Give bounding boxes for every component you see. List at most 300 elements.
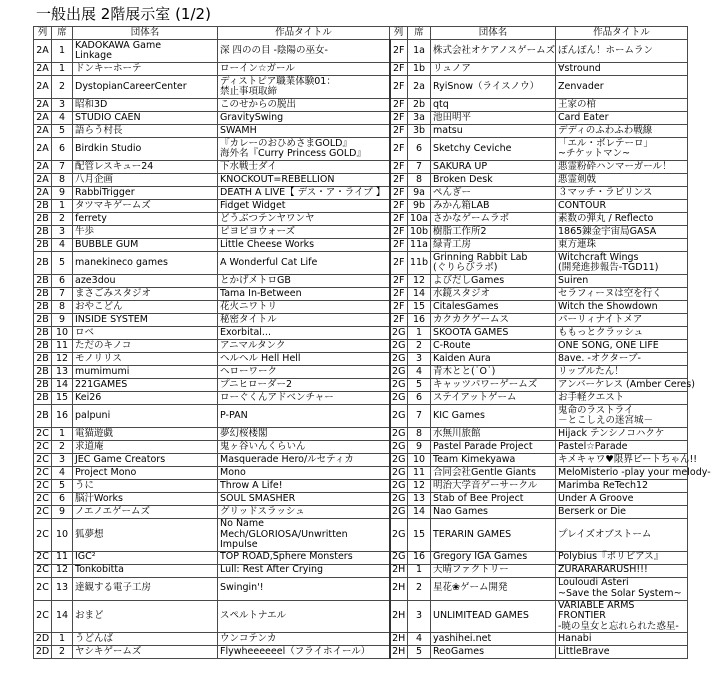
table-row	[34, 366, 688, 379]
cell-group-left: うに	[73, 480, 218, 493]
cell-row-left: 2A	[34, 138, 52, 161]
table-row	[34, 301, 688, 314]
cell-row-right: 2F	[390, 76, 408, 99]
table-row	[34, 314, 688, 327]
cell-group-left: palpuni	[73, 405, 218, 428]
cell-group-right: 株式会社オケアノスゲームズ	[431, 40, 556, 63]
cell-group-right: さかなゲームラボ	[431, 213, 556, 226]
cell-group-right: Broken Desk	[431, 174, 556, 187]
cell-seat-right: 9a	[408, 187, 431, 200]
cell-row-right: 2F	[390, 40, 408, 63]
cell-seat-left: 6	[52, 275, 73, 288]
col-header-title-left: 作品タイトル	[218, 27, 390, 40]
cell-row-left: 2B	[34, 301, 52, 314]
cell-group-right: Pastel Parade Project	[431, 441, 556, 454]
cell-row-left: 2B	[34, 200, 52, 213]
cell-seat-left: 1	[52, 633, 73, 646]
cell-group-left: Project Mono	[73, 467, 218, 480]
cell-group-left: 牛歩	[73, 226, 218, 239]
cell-seat-right: 11	[408, 467, 431, 480]
table-row	[34, 187, 688, 200]
cell-group-right: C-Route	[431, 340, 556, 353]
cell-seat-right: 1	[408, 564, 431, 577]
cell-group-left: 狐夢想	[73, 519, 218, 552]
cell-row-right: 2F	[390, 138, 408, 161]
cell-seat-right: 6	[408, 392, 431, 405]
table-row	[34, 519, 688, 552]
cell-group-left: うどんば	[73, 633, 218, 646]
cell-seat-right: 5	[408, 646, 431, 659]
cell-title-right: MeloMisterio -play your melody-	[556, 467, 688, 480]
cell-group-left: まさごみスタジオ	[73, 288, 218, 301]
cell-group-right: 合同会社Gentle Giants	[431, 467, 556, 480]
cell-title-right: VARIABLE ARMS FRONTIER -暁の皇女と忘れられた惑星-	[556, 600, 688, 633]
cell-title-right: CONTOUR	[556, 200, 688, 213]
table-row	[34, 493, 688, 506]
cell-row-left: 2C	[34, 506, 52, 519]
cell-seat-left: 9	[52, 506, 73, 519]
cell-row-left: 2C	[34, 551, 52, 564]
cell-row-right: 2G	[390, 340, 408, 353]
cell-group-right: ReoGames	[431, 646, 556, 659]
cell-seat-left: 10	[52, 327, 73, 340]
cell-row-left: 2B	[34, 327, 52, 340]
cell-row-right: 2F	[390, 239, 408, 252]
cell-group-left: おまど	[73, 600, 218, 633]
cell-seat-right: 5	[408, 379, 431, 392]
cell-seat-left: 1	[52, 63, 73, 76]
cell-seat-left: 8	[52, 174, 73, 187]
cell-title-right: ZURARARARUSH!!!	[556, 564, 688, 577]
cell-title-right: 悪霊粉砕ハンマーガール！	[556, 161, 688, 174]
cell-title-left: SOUL SMASHER	[218, 493, 390, 506]
table-row	[34, 441, 688, 454]
cell-seat-left: 1	[52, 40, 73, 63]
cell-title-left: Lull: Rest After Crying	[218, 564, 390, 577]
cell-title-left: DEATH A LIVE【 デス・ア・ライブ 】	[218, 187, 390, 200]
table-header-row	[34, 27, 688, 40]
cell-seat-left: 6	[52, 138, 73, 161]
cell-seat-left: 12	[52, 353, 73, 366]
cell-row-left: 2B	[34, 239, 52, 252]
cell-group-left: DystopianCareerCenter	[73, 76, 218, 99]
table-row	[34, 551, 688, 564]
cell-group-right: Nao Games	[431, 506, 556, 519]
table-row	[34, 40, 688, 63]
cell-group-right: リュノア	[431, 63, 556, 76]
col-header-title-right: 作品タイトル	[556, 27, 688, 40]
cell-title-left: 鬼ヶ谷いんくらいん	[218, 441, 390, 454]
cell-row-left: 2D	[34, 646, 52, 659]
table-row	[34, 564, 688, 577]
cell-title-right: Berserk or Die	[556, 506, 688, 519]
cell-group-left: 求道庵	[73, 441, 218, 454]
cell-row-left: 2D	[34, 633, 52, 646]
cell-row-right: 2G	[390, 428, 408, 441]
table-row	[34, 174, 688, 187]
cell-group-right: 池田明平	[431, 112, 556, 125]
cell-title-right: 悪霊剣戟	[556, 174, 688, 187]
col-header-group-right: 団体名	[431, 27, 556, 40]
cell-seat-right: 14	[408, 506, 431, 519]
cell-title-left: 花火ニワトリ	[218, 301, 390, 314]
cell-row-left: 2B	[34, 392, 52, 405]
cell-row-right: 2G	[390, 379, 408, 392]
cell-title-left: どうぶつテンヤワンヤ	[218, 213, 390, 226]
cell-seat-right: 12	[408, 275, 431, 288]
cell-group-right: ぺんぎー	[431, 187, 556, 200]
cell-title-left: KNOCKOUT=REBELLION	[218, 174, 390, 187]
cell-group-right: TERARIN GAMES	[431, 519, 556, 552]
cell-title-left: Little Cheese Works	[218, 239, 390, 252]
cell-seat-left: 5	[52, 480, 73, 493]
cell-group-right: Team Kimekyawa	[431, 454, 556, 467]
cell-row-right: 2F	[390, 161, 408, 174]
page-title: 一般出展 2階展示室 (1/2)	[36, 5, 211, 23]
cell-title-right: アンバーケレス (Amber Ceres)	[556, 379, 688, 392]
cell-seat-right: 11a	[408, 239, 431, 252]
cell-seat-right: 15	[408, 519, 431, 552]
cell-row-left: 2A	[34, 63, 52, 76]
table-row	[34, 63, 688, 76]
cell-seat-right: 10b	[408, 226, 431, 239]
cell-title-right: リップルたん！	[556, 366, 688, 379]
cell-title-left: このせからの脱出	[218, 99, 390, 112]
cell-title-right: Witch the Showdown	[556, 301, 688, 314]
cell-group-left: mumimumi	[73, 366, 218, 379]
cell-seat-right: 3	[408, 600, 431, 633]
cell-seat-left: 10	[52, 519, 73, 552]
cell-row-right: 2F	[390, 63, 408, 76]
cell-row-left: 2C	[34, 577, 52, 600]
cell-row-right: 2F	[390, 314, 408, 327]
cell-group-left: aze3dou	[73, 275, 218, 288]
cell-group-left: INSIDE SYSTEM	[73, 314, 218, 327]
cell-title-left: GravitySwing	[218, 112, 390, 125]
table-row	[34, 392, 688, 405]
cell-group-left: Kei26	[73, 392, 218, 405]
cell-group-right: SAKURA UP	[431, 161, 556, 174]
cell-title-left: P-PAN	[218, 405, 390, 428]
cell-title-left: Masquerade Hero/ルセティカ	[218, 454, 390, 467]
cell-row-left: 2C	[34, 493, 52, 506]
cell-seat-right: 3a	[408, 112, 431, 125]
cell-seat-left: 6	[52, 493, 73, 506]
cell-seat-right: 10a	[408, 213, 431, 226]
cell-title-right: ONE SONG, ONE LIFE	[556, 340, 688, 353]
cell-row-left: 2C	[34, 564, 52, 577]
cell-group-left: 八月企画	[73, 174, 218, 187]
cell-seat-left: 3	[52, 454, 73, 467]
cell-row-left: 2C	[34, 454, 52, 467]
table-row	[34, 340, 688, 353]
table-row	[34, 288, 688, 301]
cell-seat-right: 12	[408, 480, 431, 493]
cell-group-right: SKOOTA GAMES	[431, 327, 556, 340]
cell-group-right: Gregory IGA Games	[431, 551, 556, 564]
cell-seat-left: 2	[52, 646, 73, 659]
cell-title-right: セラフィーヌは空を行く	[556, 288, 688, 301]
cell-row-right: 2F	[390, 174, 408, 187]
cell-title-left: アニマルタンク	[218, 340, 390, 353]
table-row	[34, 99, 688, 112]
cell-row-right: 2G	[390, 551, 408, 564]
table-row	[34, 506, 688, 519]
cell-row-left: 2A	[34, 99, 52, 112]
cell-row-left: 2A	[34, 125, 52, 138]
cell-row-right: 2H	[390, 646, 408, 659]
cell-title-right: Hanabi	[556, 633, 688, 646]
cell-title-right: Card Eater	[556, 112, 688, 125]
cell-title-left: SWAMH	[218, 125, 390, 138]
cell-title-left: 夢幻桜楼閣	[218, 428, 390, 441]
cell-group-right: KIC Games	[431, 405, 556, 428]
table-row	[34, 379, 688, 392]
cell-title-right: プレイズオブストーム	[556, 519, 688, 552]
cell-group-right: Sketchy Ceviche	[431, 138, 556, 161]
cell-row-left: 2B	[34, 226, 52, 239]
cell-row-right: 2G	[390, 480, 408, 493]
cell-group-right: 水鏡スタジオ	[431, 288, 556, 301]
cell-group-left: JEC Game Creators	[73, 454, 218, 467]
cell-group-left: KADOKAWA Game Linkage	[73, 40, 218, 63]
cell-title-left: ヘルヘル Hell Hell	[218, 353, 390, 366]
table-row	[34, 327, 688, 340]
cell-seat-right: 9	[408, 441, 431, 454]
cell-seat-right: 4	[408, 633, 431, 646]
cell-row-left: 2B	[34, 213, 52, 226]
table-row	[34, 646, 688, 659]
cell-group-left: 221GAMES	[73, 379, 218, 392]
cell-seat-left: 9	[52, 314, 73, 327]
cell-row-right: 2G	[390, 441, 408, 454]
cell-seat-left: 12	[52, 564, 73, 577]
cell-row-left: 2A	[34, 161, 52, 174]
table-row	[34, 467, 688, 480]
cell-group-left: ノエノエゲームズ	[73, 506, 218, 519]
cell-seat-right: 15	[408, 301, 431, 314]
cell-title-right: ぽんぽん！ホームラン	[556, 40, 688, 63]
col-header-seat-right: 席	[408, 27, 431, 40]
cell-title-left: 秘密タイトル	[218, 314, 390, 327]
cell-group-left: Birdkin Studio	[73, 138, 218, 161]
cell-seat-right: 8	[408, 174, 431, 187]
cell-title-right: Polybius『ポリビアス』	[556, 551, 688, 564]
cell-group-right: 緑青工房	[431, 239, 556, 252]
cell-group-right: ステイアットゲーム	[431, 392, 556, 405]
cell-seat-left: 5	[52, 252, 73, 275]
cell-title-right: LittleBrave	[556, 646, 688, 659]
cell-group-right: Grinning Rabbit Lab (ぐりらびラボ)	[431, 252, 556, 275]
cell-title-left: 深 四のの目 -陰陽の巫女-	[218, 40, 390, 63]
cell-seat-left: 4	[52, 467, 73, 480]
cell-seat-left: 4	[52, 112, 73, 125]
cell-group-right: 星花❀ゲーム開発	[431, 577, 556, 600]
cell-seat-right: 14	[408, 288, 431, 301]
cell-row-left: 2B	[34, 275, 52, 288]
cell-seat-right: 13	[408, 493, 431, 506]
cell-group-right: yashihei.net	[431, 633, 556, 646]
cell-group-right: 樹脂工作所2	[431, 226, 556, 239]
cell-group-left: 語らう村長	[73, 125, 218, 138]
cell-row-left: 2B	[34, 340, 52, 353]
cell-title-right: Marimba ReTech12	[556, 480, 688, 493]
cell-title-right: デディのふわふわ戦線	[556, 125, 688, 138]
cell-seat-right: 7	[408, 161, 431, 174]
cell-title-right: Under A Groove	[556, 493, 688, 506]
cell-title-left: Mono	[218, 467, 390, 480]
cell-title-left: プニヒローダー2	[218, 379, 390, 392]
cell-seat-left: 8	[52, 301, 73, 314]
col-header-group-left: 団体名	[73, 27, 218, 40]
cell-seat-left: 2	[52, 213, 73, 226]
table-row	[34, 275, 688, 288]
cell-seat-left: 3	[52, 226, 73, 239]
cell-group-right: 天晴ファクトリー	[431, 564, 556, 577]
cell-group-left: 脳汁Works	[73, 493, 218, 506]
cell-row-left: 2B	[34, 252, 52, 275]
cell-title-right: 1865錬金宇宙局GASA	[556, 226, 688, 239]
cell-row-right: 2H	[390, 633, 408, 646]
cell-title-right: Pastel☆Parade	[556, 441, 688, 454]
cell-seat-left: 1	[52, 200, 73, 213]
cell-group-right: 青木とと(˙O˙)	[431, 366, 556, 379]
cell-row-right: 2G	[390, 366, 408, 379]
cell-group-right: 水無川旅館	[431, 428, 556, 441]
cell-title-left: ピヨピヨウォーズ	[218, 226, 390, 239]
cell-group-right: Stab of Bee Project	[431, 493, 556, 506]
cell-seat-right: 2	[408, 340, 431, 353]
cell-row-left: 2C	[34, 467, 52, 480]
table-row	[34, 76, 688, 99]
cell-row-right: 2F	[390, 112, 408, 125]
cell-seat-right: 9b	[408, 200, 431, 213]
cell-group-right: matsu	[431, 125, 556, 138]
cell-title-left: Tama In-Between	[218, 288, 390, 301]
cell-group-right: CitalesGames	[431, 301, 556, 314]
cell-title-right: Suiren	[556, 275, 688, 288]
cell-seat-left: 2	[52, 76, 73, 99]
cell-seat-right: 7	[408, 405, 431, 428]
cell-seat-left: 5	[52, 125, 73, 138]
cell-seat-right: 10	[408, 454, 431, 467]
cell-seat-right: 4	[408, 366, 431, 379]
table-row	[34, 239, 688, 252]
cell-seat-left: 14	[52, 600, 73, 633]
cell-group-left: manekineco games	[73, 252, 218, 275]
cell-row-left: 2B	[34, 314, 52, 327]
cell-title-right: Louloudi Asteri ~Save the Solar System~	[556, 577, 688, 600]
table-row	[34, 633, 688, 646]
table-row	[34, 138, 688, 161]
cell-group-left: Tonkobitta	[73, 564, 218, 577]
col-header-seat-left: 席	[52, 27, 73, 40]
cell-seat-left: 11	[52, 340, 73, 353]
cell-title-right: お手軽クエスト	[556, 392, 688, 405]
cell-seat-right: 11b	[408, 252, 431, 275]
cell-row-right: 2F	[390, 125, 408, 138]
cell-row-left: 2B	[34, 288, 52, 301]
cell-group-right: よびだしGames	[431, 275, 556, 288]
table-row	[34, 405, 688, 428]
cell-title-right: ∀stround	[556, 63, 688, 76]
cell-group-right: RyiSnow（ライスノウ）	[431, 76, 556, 99]
cell-row-right: 2G	[390, 405, 408, 428]
cell-title-left: A Wonderful Cat Life	[218, 252, 390, 275]
cell-row-right: 2G	[390, 506, 408, 519]
cell-seat-left: 11	[52, 551, 73, 564]
cell-row-left: 2B	[34, 379, 52, 392]
cell-group-left: おやこどん	[73, 301, 218, 314]
cell-seat-right: 2a	[408, 76, 431, 99]
cell-title-left: ローぐくんアドベンチャー	[218, 392, 390, 405]
table-row	[34, 454, 688, 467]
cell-title-left: Throw A Life!	[218, 480, 390, 493]
cell-row-left: 2C	[34, 441, 52, 454]
cell-title-right: キメキャワ♥限界ビートちゃん!!	[556, 454, 688, 467]
cell-row-right: 2G	[390, 353, 408, 366]
cell-group-left: RabbiTrigger	[73, 187, 218, 200]
exhibitor-table	[33, 26, 711, 659]
cell-group-left: ただのキノコ	[73, 340, 218, 353]
cell-title-right: Hijack テンシノコハクケ	[556, 428, 688, 441]
cell-seat-right: 2b	[408, 99, 431, 112]
cell-title-left: ヘローワーク	[218, 366, 390, 379]
cell-seat-left: 2	[52, 441, 73, 454]
cell-row-right: 2F	[390, 200, 408, 213]
cell-seat-left: 16	[52, 405, 73, 428]
table-row	[34, 213, 688, 226]
cell-group-left: BUBBLE GUM	[73, 239, 218, 252]
cell-seat-right: 1b	[408, 63, 431, 76]
table-row	[34, 480, 688, 493]
cell-title-left: ローイン☆ガール	[218, 63, 390, 76]
cell-title-right: Witchcraft Wings (開発進捗報告-TGD11)	[556, 252, 688, 275]
cell-title-left: 下水戦士ダイ	[218, 161, 390, 174]
cell-row-left: 2C	[34, 480, 52, 493]
cell-title-left: Flywheeeeeel（フライホイール）	[218, 646, 390, 659]
cell-row-right: 2F	[390, 226, 408, 239]
table-row	[34, 252, 688, 275]
cell-row-right: 2H	[390, 564, 408, 577]
col-header-row-right: 列	[390, 27, 408, 40]
cell-title-right: Zenvader	[556, 76, 688, 99]
table-row	[34, 200, 688, 213]
cell-title-right: ３マッチ・ラビリンス	[556, 187, 688, 200]
cell-row-left: 2A	[34, 112, 52, 125]
cell-row-right: 2G	[390, 493, 408, 506]
table-row	[34, 577, 688, 600]
cell-title-right: 鬼命のラストライ －とこしえの迷宮城－	[556, 405, 688, 428]
cell-seat-left: 4	[52, 239, 73, 252]
cell-seat-left: 14	[52, 379, 73, 392]
cell-title-left: No Name Mech/GLORIOSA/Unwritten Impulse	[218, 519, 390, 552]
cell-title-left: ディストピア職業体験01： 禁止事項取締	[218, 76, 390, 99]
cell-row-right: 2F	[390, 187, 408, 200]
cell-seat-left: 7	[52, 288, 73, 301]
cell-seat-right: 8	[408, 428, 431, 441]
cell-seat-left: 13	[52, 577, 73, 600]
cell-title-left: Exorbital...	[218, 327, 390, 340]
cell-group-left: 昭和3D	[73, 99, 218, 112]
cell-group-right: qtq	[431, 99, 556, 112]
cell-row-right: 2G	[390, 392, 408, 405]
cell-title-left: スペルトナエル	[218, 600, 390, 633]
cell-title-left: Swingin'!	[218, 577, 390, 600]
cell-group-right: Kaiden Aura	[431, 353, 556, 366]
cell-row-left: 2B	[34, 405, 52, 428]
cell-title-left: Fidget Widget	[218, 200, 390, 213]
